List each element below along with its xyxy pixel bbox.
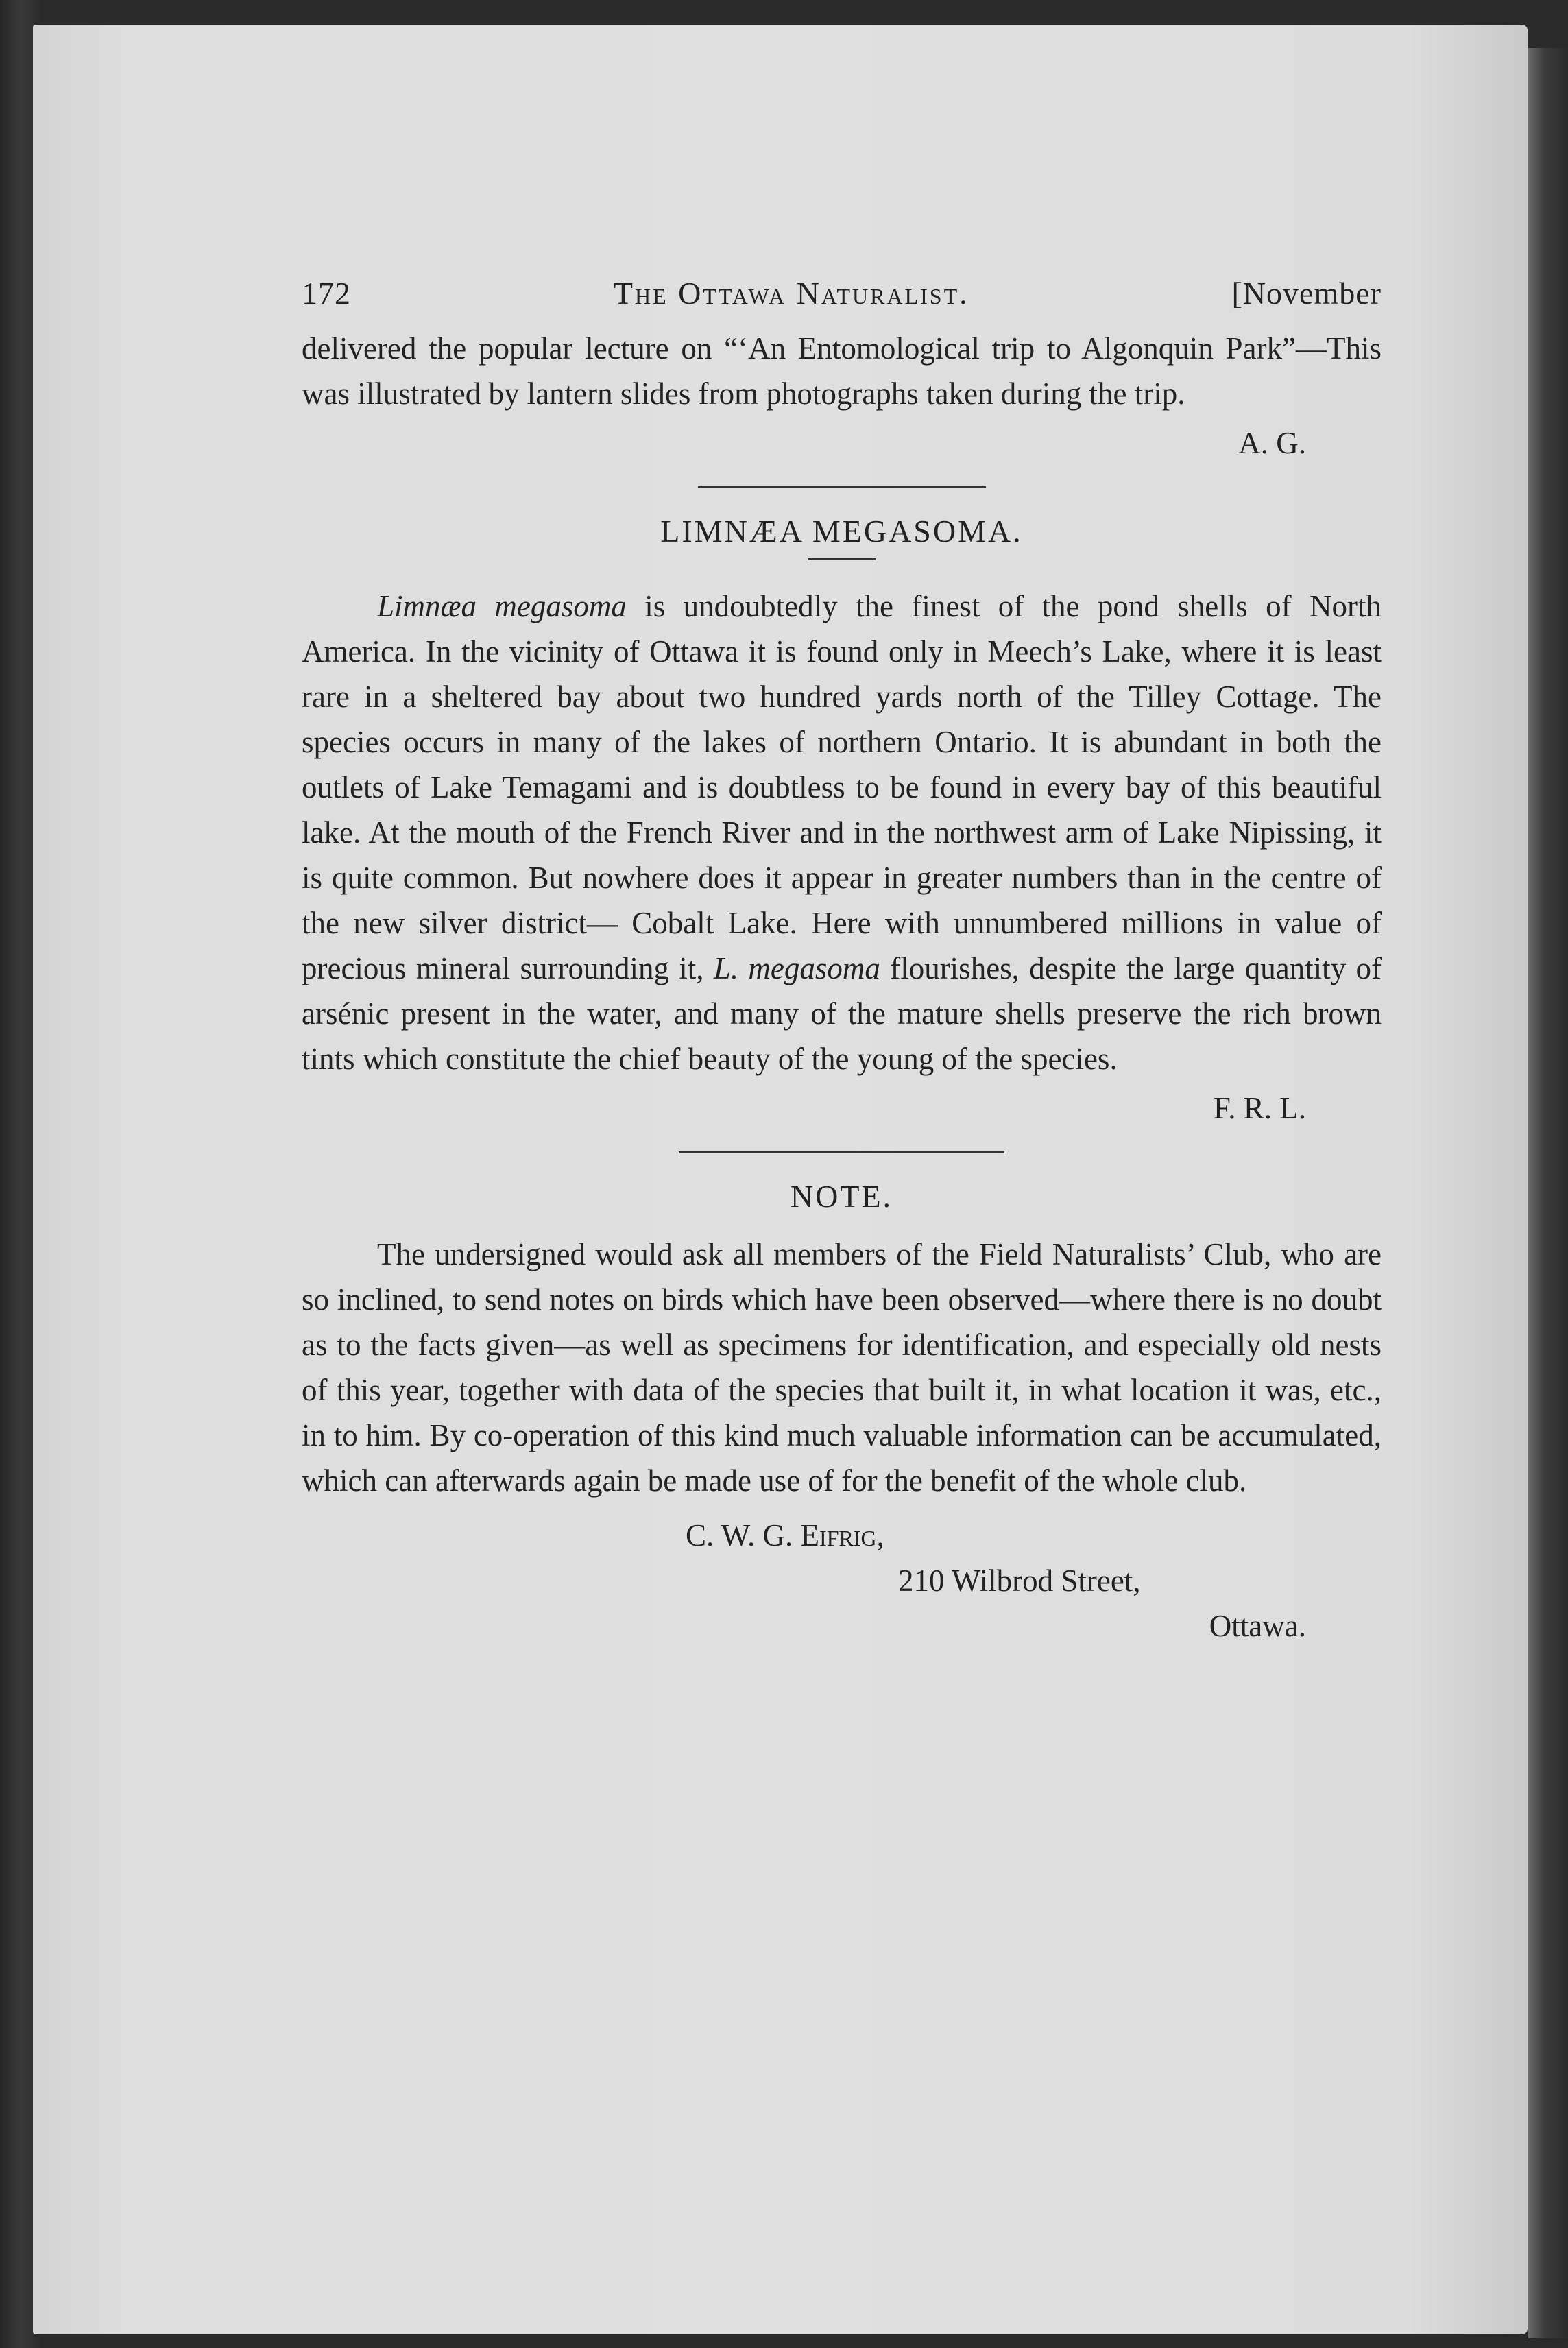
note-signature-block bbox=[302, 1513, 1382, 1649]
journal-title: The Ottawa Naturalist. bbox=[613, 276, 969, 311]
signature-initials: C. W. G. bbox=[686, 1518, 793, 1553]
divider bbox=[698, 486, 986, 488]
issue-month: [November bbox=[1231, 276, 1382, 311]
page-content bbox=[302, 271, 1382, 1649]
book-edge bbox=[1528, 48, 1568, 2338]
note-title: NOTE. bbox=[790, 1179, 893, 1214]
species-abbrev: L. megasoma bbox=[713, 951, 880, 985]
article-signature: F. R. L. bbox=[1213, 1091, 1306, 1125]
article-paragraph bbox=[302, 584, 1382, 1081]
page-number: 172 bbox=[302, 276, 351, 311]
intro-signature: A. G. bbox=[1238, 426, 1306, 460]
article-text-2: flourishes, despite the large quantity of arsénic present in the water, and many of the mature shells preserve the rich brown tints which constitute the chief beauty of the young of the species. bbox=[302, 951, 1382, 1076]
address-street: 210 Wilbrod Street, bbox=[898, 1564, 1141, 1598]
running-header bbox=[302, 271, 1382, 316]
address-city: Ottawa. bbox=[1209, 1609, 1306, 1643]
species-name: Limnæa megasoma bbox=[377, 589, 627, 623]
article-title: LIMNÆA MEGASOMA. bbox=[660, 514, 1023, 549]
signature-surname: Eifrig, bbox=[800, 1518, 884, 1553]
divider bbox=[679, 1151, 1004, 1153]
article-text-1: is undoubtedly the finest of the pond shells of North America. In the vicinity of Ottawa it is found only in Meech’s Lake, where it is least rare in a sheltered bay about two hundred yards north of the Tilley Cottage. The species occurs in many of the lakes of northern Ontario. It is abundant in both the outlets of Lake Temagami and is doubtless to be found in every bay of this beautiful lake. At the mouth of the French River and in the northwest arm of Lake Nipissing, it is quite common. But nowhere does it appear in greater numbers than in the centre of the new silver district— Cobalt Lake. Here with unnumbered millions in value of precious mineral surrounding it, bbox=[302, 589, 1382, 985]
note-paragraph: The undersigned would ask all members of the Field Naturalists’ Club, who are so inclined, to send notes on birds which have been observed—where there is no doubt as to the facts given—as well as specimens for identification, and especially old nests of this year, together with data of the species that built it, in what location it was, etc., in to him. By co-operation of this kind much valuable information can be accumulated, which can afterwards again be made use of for the benefit of the whole club. bbox=[302, 1237, 1382, 1498]
title-underline bbox=[808, 558, 876, 560]
signature-name bbox=[302, 1513, 1382, 1558]
intro-paragraph: delivered the popular lecture on “‘An Entomological trip to Algonquin Park”—This was illustrated by lantern slides from photographs taken during the trip. bbox=[302, 331, 1382, 411]
